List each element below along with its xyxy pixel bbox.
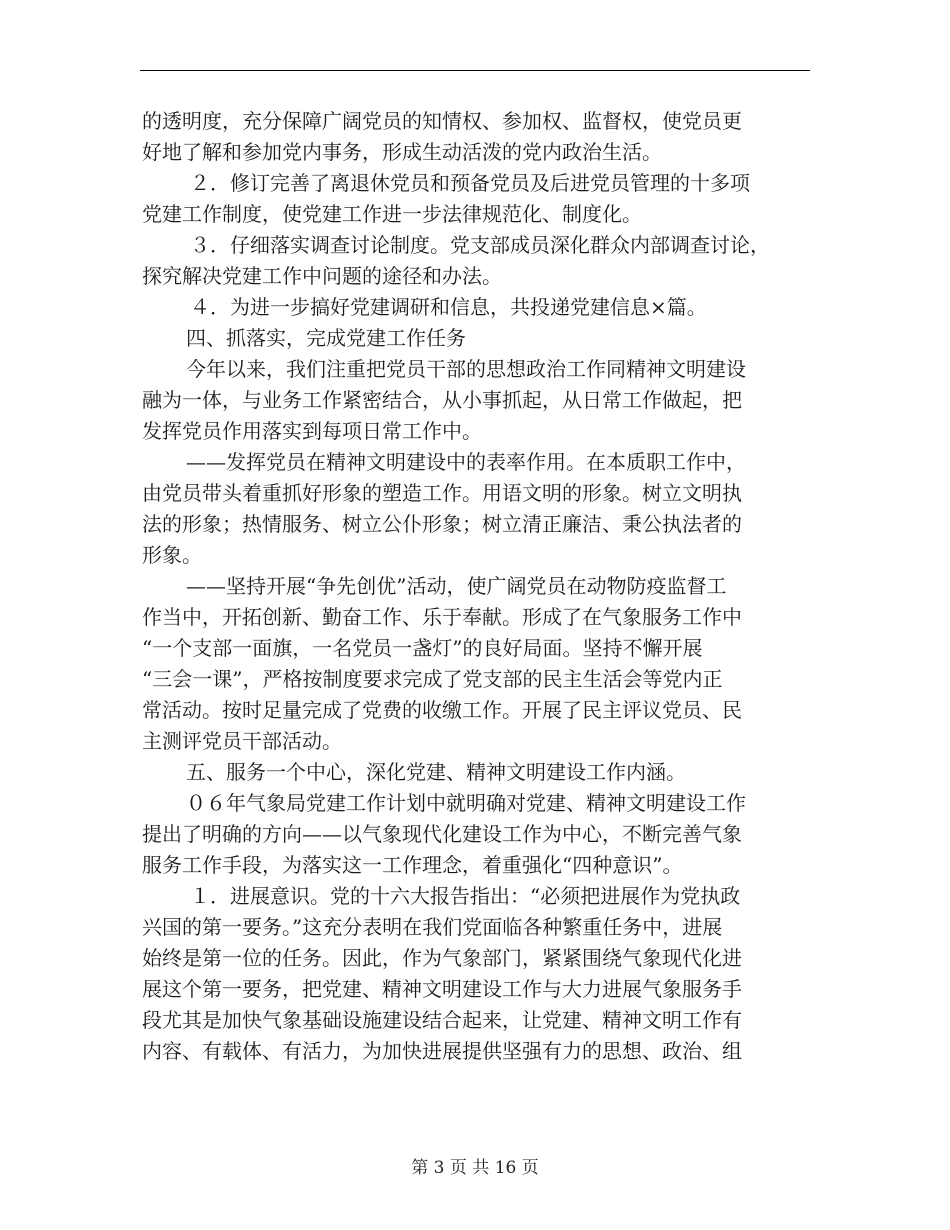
text-line: 主测评党员干部活动。 — [142, 729, 342, 753]
text-line: 发挥党员作用落实到每项日常工作中。 — [142, 419, 482, 443]
text-line: １．进展意识。党的十六大报告指出：“必须把进展作为党执政 — [190, 884, 741, 908]
text-line: ２．修订完善了离退休党员和预备党员及后进党员管理的十多项 — [190, 171, 750, 195]
text-line: 展这个第一要务，把党建、精神文明建设工作与大力进展气象服务手 — [142, 977, 742, 1001]
page-number: 第 3 页 共 16 页 — [411, 1158, 539, 1178]
text-line: “三会一课”，严格按制度要求完成了党支部的民主生活会等党内正 — [142, 667, 723, 691]
text-line: 段尤其是加快气象基础设施建设结合起来，让党建、精神文明工作有 — [142, 1008, 742, 1032]
section-heading: 四、抓落实，完成党建工作任务 — [186, 326, 466, 350]
text-line: ３．仔细落实调查讨论制度。党支部成员深化群众内部调查讨论， — [190, 233, 770, 257]
text-line: 形象。 — [142, 543, 202, 567]
text-line: “一个支部一面旗，一名党员一盏灯”的良好局面。坚持不懈开展 — [142, 636, 703, 660]
text-line: ４．为进一步搞好党建调研和信息，共投递党建信息×篇。 — [190, 295, 707, 319]
document-body — [142, 106, 810, 1067]
text-line: 始终是第一位的任务。因此，作为气象部门，紧紧围绕气象现代化进 — [142, 946, 742, 970]
text-line: 内容、有载体、有活力，为加快进展提供坚强有力的思想、政治、组 — [142, 1039, 742, 1063]
header-rule — [140, 70, 810, 71]
text-line: ０６年气象局党建工作计划中就明确对党建、精神文明建设工作 — [186, 791, 746, 815]
text-line: 常活动。按时足量完成了党费的收缴工作。开展了民主评议党员、民 — [142, 698, 742, 722]
text-line: 法的形象；热情服务、树立公仆形象；树立清正廉洁、秉公执法者的 — [142, 512, 742, 536]
section-heading: 五、服务一个中心，深化党建、精神文明建设工作内涵。 — [186, 760, 686, 784]
text-line: 探究解决党建工作中问题的途径和办法。 — [142, 264, 502, 288]
text-line: 今年以来，我们注重把党员干部的思想政治工作同精神文明建设 — [186, 357, 746, 381]
text-line: 党建工作制度，使党建工作进一步法律规范化、制度化。 — [142, 202, 642, 226]
text-line: 由党员带头着重抓好形象的塑造工作。用语文明的形象。树立文明执 — [142, 481, 742, 505]
text-line: 作当中，开拓创新、勤奋工作、乐于奉献。形成了在气象服务工作中 — [142, 605, 742, 629]
text-line: 兴国的第一要务。”这充分表明在我们党面临各种繁重任务中，进展 — [142, 915, 723, 939]
text-line: 融为一体，与业务工作紧密结合，从小事抓起，从日常工作做起，把 — [142, 388, 742, 412]
text-line: 服务工作手段，为落实这一工作理念，着重强化“四种意识”。 — [142, 853, 683, 877]
text-line: 的透明度，充分保障广阔党员的知情权、参加权、监督权，使党员更 — [142, 109, 742, 133]
text-line: ——发挥党员在精神文明建设中的表率作用。在本质职工作中， — [186, 450, 746, 474]
text-line: 提出了明确的方向——以气象现代化建设工作为中心，不断完善气象 — [142, 822, 742, 846]
text-line: 好地了解和参加党内事务，形成生动活泼的党内政治生活。 — [142, 140, 662, 164]
text-line: ——坚持开展“争先创优”活动，使广阔党员在动物防疫监督工 — [186, 574, 727, 598]
